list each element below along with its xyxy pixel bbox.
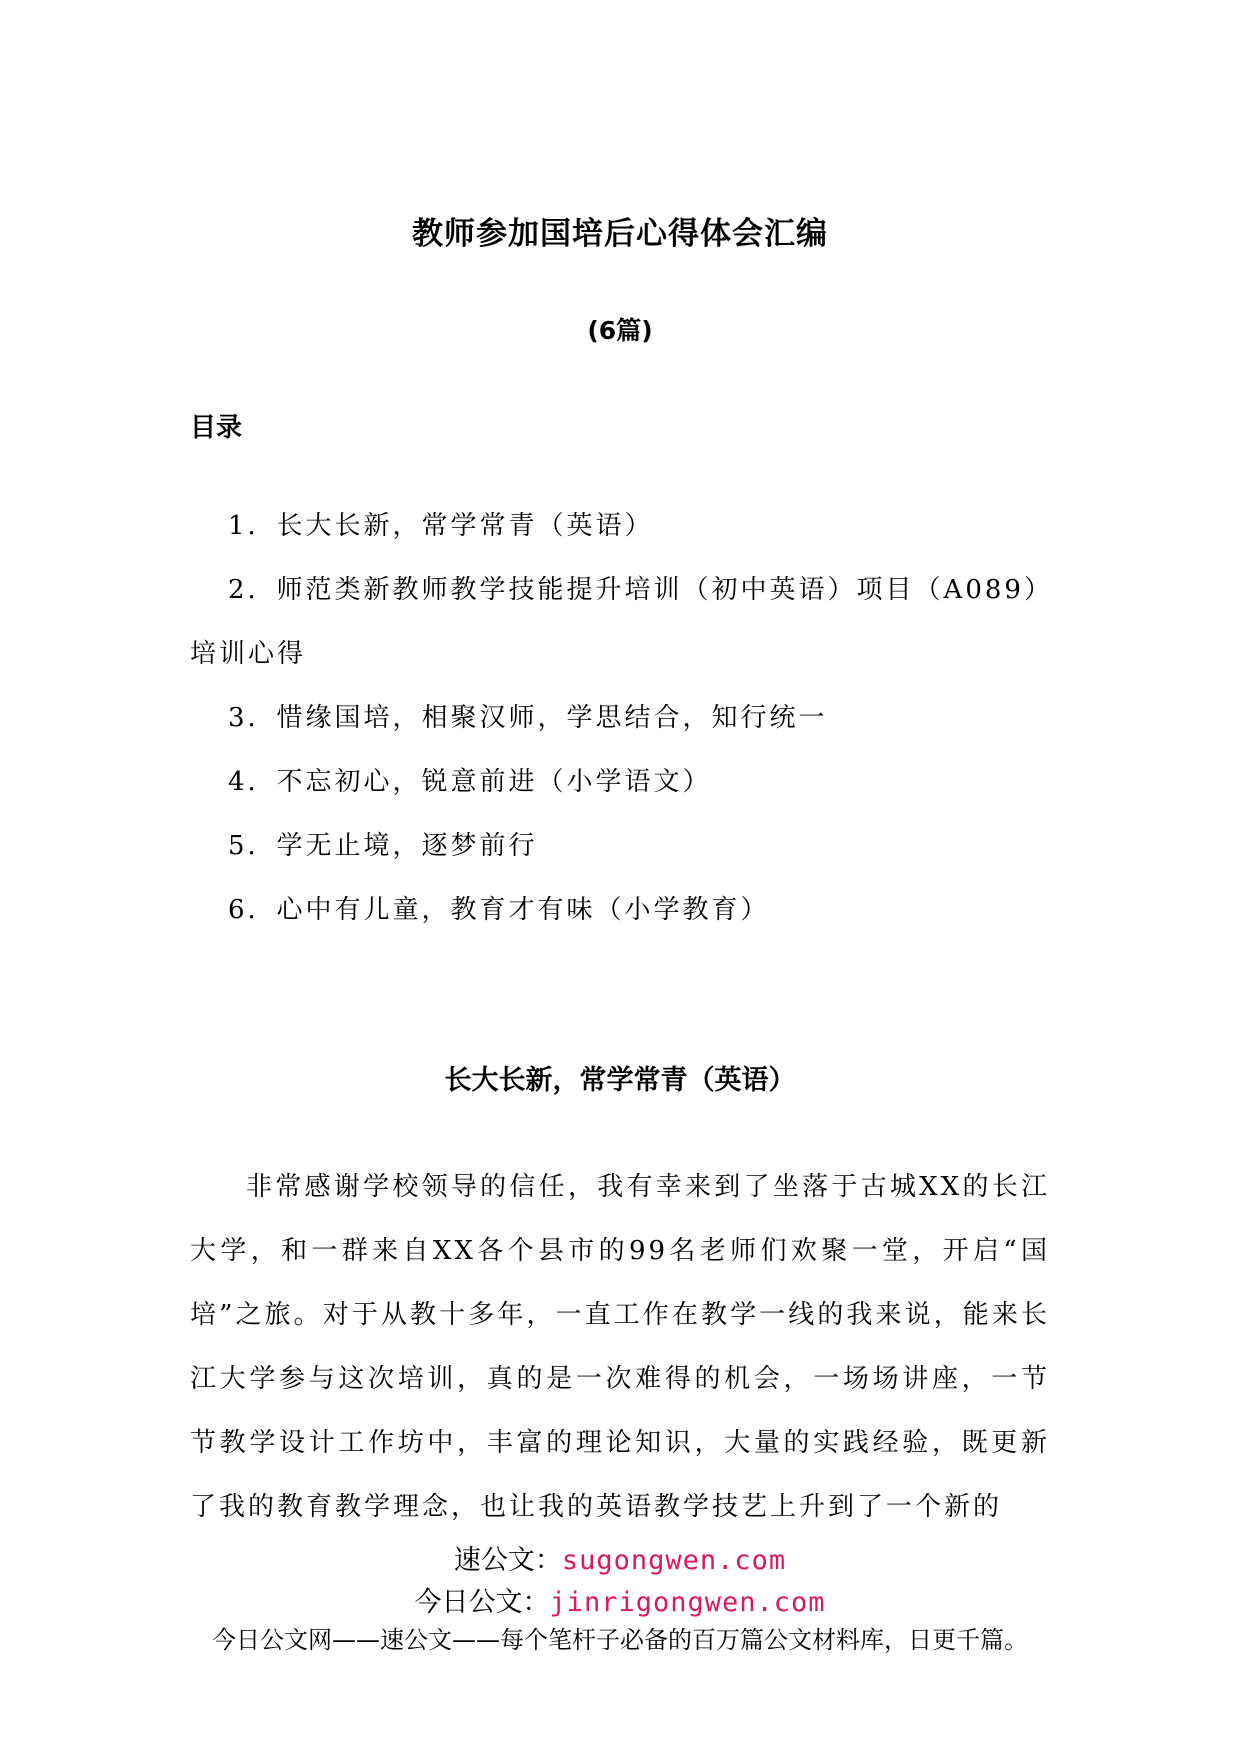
- table-of-contents: [190, 494, 1050, 942]
- toc-heading: 目录: [190, 413, 243, 443]
- footer-jinrigongwen: [0, 1580, 1240, 1619]
- footer-label: 速公文：: [453, 1545, 562, 1576]
- jinrigongwen-link[interactable]: jinrigongwen.com: [549, 1587, 826, 1618]
- footer-label: 今日公文：: [414, 1587, 550, 1618]
- toc-item: 6．心中有儿童，教育才有味（小学教育）: [228, 895, 770, 925]
- document-title: 教师参加国培后心得体会汇编: [412, 216, 828, 252]
- toc-item: 3．惜缘国培，相聚汉师，学思结合，知行统一: [228, 703, 828, 733]
- document-subtitle: (6篇): [587, 316, 653, 345]
- toc-item: 1．长大长新，常学常青（英语）: [228, 511, 654, 541]
- section-title: 长大长新，常学常青（英语）: [444, 1065, 796, 1096]
- footer-slogan: 今日公文网——速公文——每个笔杆子必备的百万篇公文材料库，日更千篇。: [212, 1626, 1028, 1654]
- body-paragraph: 非常感谢学校领导的信任，我有幸来到了坐落于古城XX的长江大学，和一群来自XX各个县市的99名老师们欢聚一堂，开启“国培”之旅。对于从教十多年，一直工作在教学一线的我来说，能来长江大学参与这次培训，真的是一次难得的机会，一场场讲座，一节节教学设计工作坊中，丰富的理论知识，大量的实践经验，既更新了我的教育教学理念，也让我的英语教学技艺上升到了一个新的: [190, 1172, 1050, 1522]
- footer-sugongwen: [0, 1538, 1240, 1577]
- sugongwen-link[interactable]: sugongwen.com: [561, 1545, 787, 1576]
- toc-item: 2．师范类新教师教学技能提升培训（初中英语）项目（A089）培训心得: [190, 575, 1040, 669]
- toc-item: 5．学无止境，逐梦前行: [228, 831, 538, 861]
- toc-item: 4．不忘初心，锐意前进（小学语文）: [228, 767, 712, 797]
